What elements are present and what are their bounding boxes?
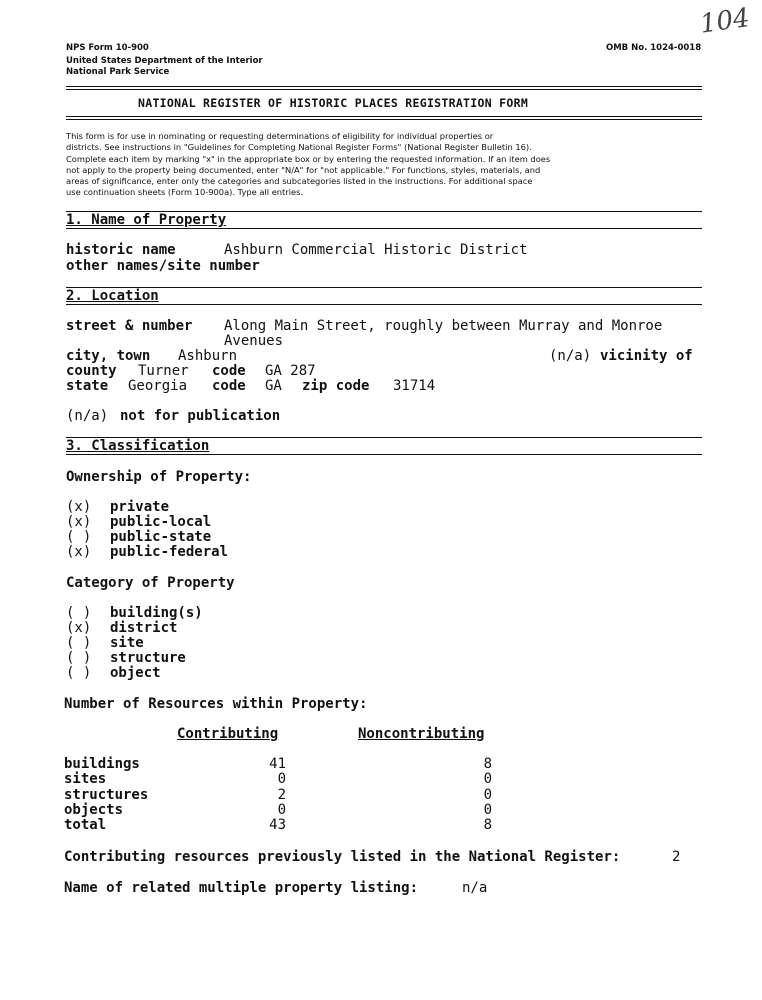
noncontributing-count: 8	[483, 756, 492, 772]
department: United States Department of the Interior	[66, 56, 263, 66]
zip-label: zip code	[302, 378, 370, 394]
historic-name-value: Ashburn Commercial Historic District	[224, 242, 528, 258]
contributing-count: 2	[277, 787, 286, 803]
category-mark: ( )	[66, 605, 92, 621]
section-rule	[66, 454, 702, 455]
category-option: structure	[110, 650, 186, 666]
instruction-line: not apply to the property being documented, enter "N/A" for "not applicable." For functions, styles, materials, and	[66, 164, 541, 175]
section1-heading: 1. Name of Property	[66, 212, 227, 228]
contributing-total: 43	[269, 817, 286, 833]
category-mark: ( )	[66, 635, 92, 651]
instruction-line: areas of significance, enter only the categories and subcategories listed in the instructions. For additional space	[66, 176, 533, 187]
contributing-count: 0	[277, 802, 286, 818]
county-code-value: GA 287	[265, 363, 316, 379]
instruction-line: Complete each item by marking "x" in the appropriate box or by entering the requested information. If an item does	[66, 153, 551, 164]
ownership-mark: (x)	[66, 499, 92, 515]
instruction-line: This form is for use in nominating or requesting determinations of eligibility for individual properties or	[66, 131, 494, 141]
county-value: Turner	[138, 363, 189, 379]
city-label: city, town	[66, 348, 151, 364]
state-value: Georgia	[128, 378, 188, 394]
category-mark: ( )	[66, 665, 92, 681]
state-label: state	[66, 378, 109, 394]
instruction-line: districts. See instructions in "Guidelines for Completing National Register Forms" (National Register Bulletin 16).	[66, 142, 532, 153]
state-code-label: code	[212, 378, 246, 394]
previously-listed-value: 2	[672, 849, 681, 865]
omb-number: OMB No. 1024-0018	[606, 43, 702, 53]
section3-heading: 3. Classification	[66, 438, 210, 454]
ownership-mark: (x)	[66, 514, 92, 530]
noncontributing-count: 0	[483, 787, 492, 803]
resource-total-label: total	[64, 817, 107, 833]
category-mark: (x)	[66, 620, 92, 636]
street-value: Along Main Street, roughly between Murray and Monroe	[224, 318, 663, 334]
county-label: county	[66, 363, 117, 379]
category-option: district	[110, 620, 178, 636]
noncontributing-count: 0	[483, 802, 492, 818]
ownership-option: public-local	[110, 514, 212, 530]
instructions	[66, 131, 706, 199]
multiple-listing-label: Name of related multiple property listing:	[64, 880, 419, 896]
vicinity-mark: (n/a)	[549, 348, 592, 364]
county-code-label: code	[212, 363, 246, 379]
category-mark: ( )	[66, 650, 92, 666]
category-heading: Category of Property	[66, 575, 235, 591]
ownership-option: public-federal	[110, 544, 229, 560]
ownership-mark: (x)	[66, 544, 92, 560]
publication-label: not for publication	[120, 408, 281, 424]
street-value-cont: Avenues	[224, 333, 284, 349]
form-number: NPS Form 10-900	[66, 43, 149, 53]
historic-name-label: historic name	[66, 242, 176, 258]
noncontributing-total: 8	[483, 817, 492, 833]
contributing-count: 41	[269, 756, 286, 772]
col-noncontributing: Noncontributing	[358, 726, 485, 742]
resource-label: objects	[64, 802, 124, 818]
state-code-value: GA	[265, 378, 282, 394]
category-option: site	[110, 635, 144, 651]
col-contributing: Contributing	[177, 726, 279, 742]
vicinity-label: vicinity of	[600, 348, 693, 364]
multiple-listing-value: n/a	[462, 880, 488, 896]
form-title: NATIONAL REGISTER OF HISTORIC PLACES REGISTRATION FORM	[138, 96, 529, 110]
resource-label: sites	[64, 771, 107, 787]
category-option: object	[110, 665, 161, 681]
publication-mark: (n/a)	[66, 408, 109, 424]
category-option: building(s)	[110, 605, 203, 621]
header-rule	[66, 86, 702, 90]
section-rule	[66, 228, 702, 229]
section-rule	[66, 287, 702, 288]
resource-label: buildings	[64, 756, 140, 772]
zip-value: 31714	[393, 378, 436, 394]
ownership-mark: ( )	[66, 529, 92, 545]
ownership-heading: Ownership of Property:	[66, 469, 252, 485]
street-label: street & number	[66, 318, 193, 334]
section-rule	[66, 304, 702, 305]
ownership-option: public-state	[110, 529, 212, 545]
ownership-option: private	[110, 499, 170, 515]
previously-listed-label: Contributing resources previously listed in the National Register:	[64, 849, 621, 865]
resources-heading: Number of Resources within Property:	[64, 696, 368, 712]
instruction-line: use continuation sheets (Form 10-900a). Type all entries.	[66, 187, 304, 198]
city-value: Ashburn	[178, 348, 238, 364]
contributing-count: 0	[277, 771, 286, 787]
title-rule	[66, 116, 702, 120]
resource-label: structures	[64, 787, 149, 803]
handwritten-note: 104	[698, 2, 757, 40]
other-names-label: other names/site number	[66, 258, 260, 274]
noncontributing-count: 0	[483, 771, 492, 787]
agency: National Park Service	[66, 67, 170, 77]
section2-heading: 2. Location	[66, 288, 159, 304]
